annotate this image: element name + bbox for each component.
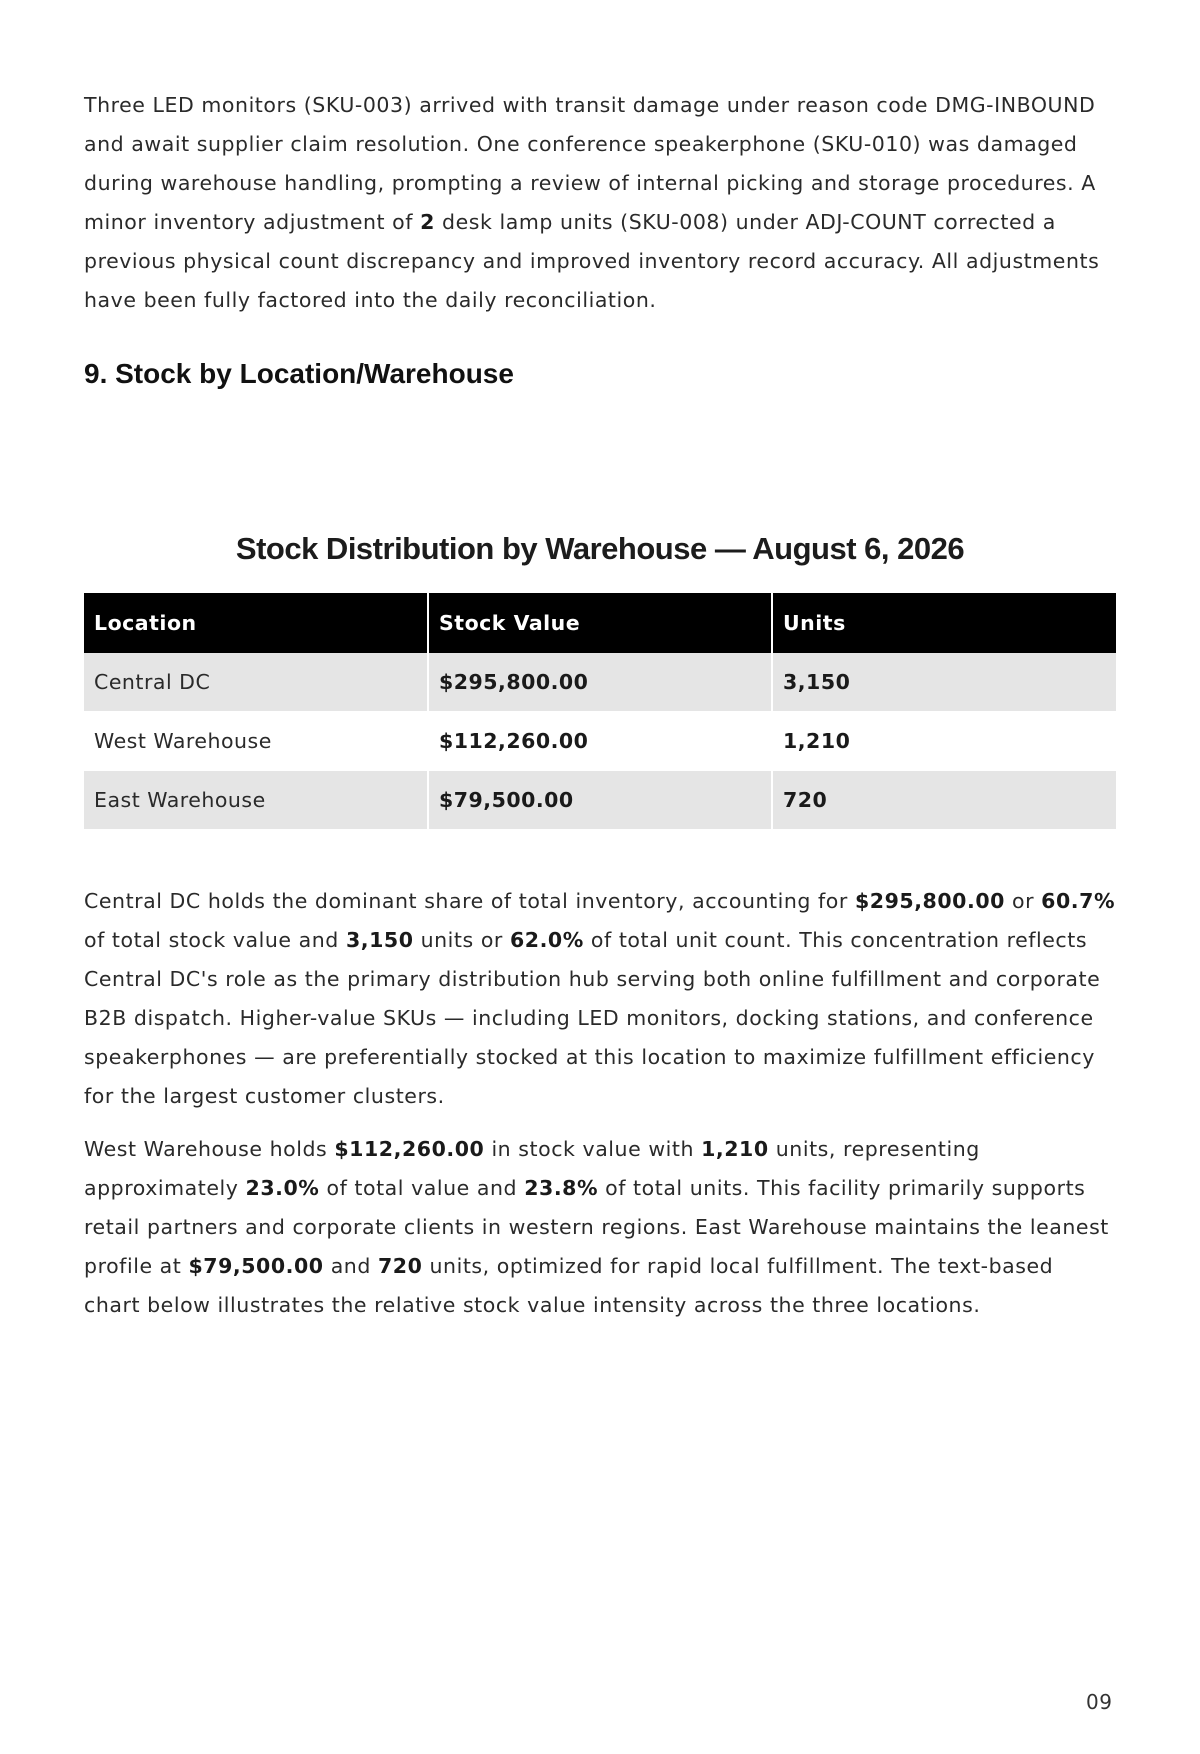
stock-distribution-table bbox=[84, 593, 1116, 830]
para3-bold: 23.0% bbox=[245, 1176, 320, 1200]
para3-text: of total value and bbox=[319, 1176, 525, 1200]
para2-bold: $295,800.00 bbox=[854, 889, 1005, 913]
para3-text: of total units. This facility primarily supports retail partners and corporate clients in western regions. East Warehouse maintains the leanest profile at bbox=[84, 1176, 1109, 1278]
cell-stock-value: $112,260.00 bbox=[428, 712, 772, 771]
header-location: Location bbox=[84, 593, 428, 653]
cell-stock-value: $79,500.00 bbox=[428, 771, 772, 830]
para2-text: Central DC holds the dominant share of total inventory, accounting for bbox=[84, 889, 855, 913]
para2-bold: 62.0% bbox=[509, 928, 584, 952]
intro-text-1: Three LED monitors (SKU-003) arrived with transit damage under reason code DMG-INBOUND and await supplier claim resolution. One conference speakerphone (SKU-010) was damaged during warehouse handling, prompting a review of internal picking and storage procedures. A minor inventory adjustment of bbox=[84, 93, 1096, 234]
table-row bbox=[84, 771, 1116, 830]
para3-text: units, representing approximately bbox=[84, 1137, 980, 1200]
table-row bbox=[84, 712, 1116, 771]
para3-bold: $112,260.00 bbox=[334, 1137, 485, 1161]
table-header-row bbox=[84, 593, 1116, 653]
para3-bold: 23.8% bbox=[524, 1176, 599, 1200]
para3-text: and bbox=[323, 1254, 378, 1278]
para3-text: in stock value with bbox=[484, 1137, 702, 1161]
intro-paragraph bbox=[84, 86, 1116, 320]
para2-text: of total unit count. This concentration reflects Central DC's role as the primary distribution hub serving both online fulfillment and corporate B2B dispatch. Higher-value SKUs — including LED monitors, docking stations, and conference speakerphones — are preferentially stocked at this location to maximize fulfillment efficiency for the largest customer clusters. bbox=[84, 928, 1101, 1108]
cell-location: West Warehouse bbox=[84, 712, 428, 771]
west-east-paragraph bbox=[84, 1130, 1116, 1325]
para3-text: units, optimized for rapid local fulfillment. The text-based chart below illustrates the relative stock value intensity across the three locations. bbox=[84, 1254, 1054, 1317]
para2-text: of total stock value and bbox=[84, 928, 346, 952]
section-heading: 9. Stock by Location/Warehouse bbox=[84, 358, 514, 389]
header-units: Units bbox=[772, 593, 1116, 653]
header-stock-value: Stock Value bbox=[428, 593, 772, 653]
cell-location: East Warehouse bbox=[84, 771, 428, 830]
intro-text-2: desk lamp units (SKU-008) under ADJ-COUNT corrected a previous physical count discrepancy and improved inventory record accuracy. All adjustments have been fully factored into the daily reconciliation. bbox=[84, 210, 1100, 312]
cell-units: 3,150 bbox=[772, 653, 1116, 712]
table-title: Stock Distribution by Warehouse — August 6, 2026 bbox=[235, 531, 965, 566]
para2-bold: 60.7% bbox=[1041, 889, 1116, 913]
cell-stock-value: $295,800.00 bbox=[428, 653, 772, 712]
cell-location: Central DC bbox=[84, 653, 428, 712]
para2-text: or bbox=[1004, 889, 1042, 913]
para3-bold: 720 bbox=[377, 1254, 423, 1278]
central-dc-paragraph bbox=[84, 882, 1116, 1116]
intro-bold-1: 2 bbox=[420, 210, 435, 234]
table-row bbox=[84, 653, 1116, 712]
cell-units: 720 bbox=[772, 771, 1116, 830]
para2-text: units or bbox=[413, 928, 510, 952]
para3-text: West Warehouse holds bbox=[84, 1137, 335, 1161]
cell-units: 1,210 bbox=[772, 712, 1116, 771]
para3-bold: $79,500.00 bbox=[188, 1254, 324, 1278]
page-number: 09 bbox=[1086, 1690, 1113, 1714]
para3-bold: 1,210 bbox=[701, 1137, 769, 1161]
para2-bold: 3,150 bbox=[345, 928, 414, 952]
